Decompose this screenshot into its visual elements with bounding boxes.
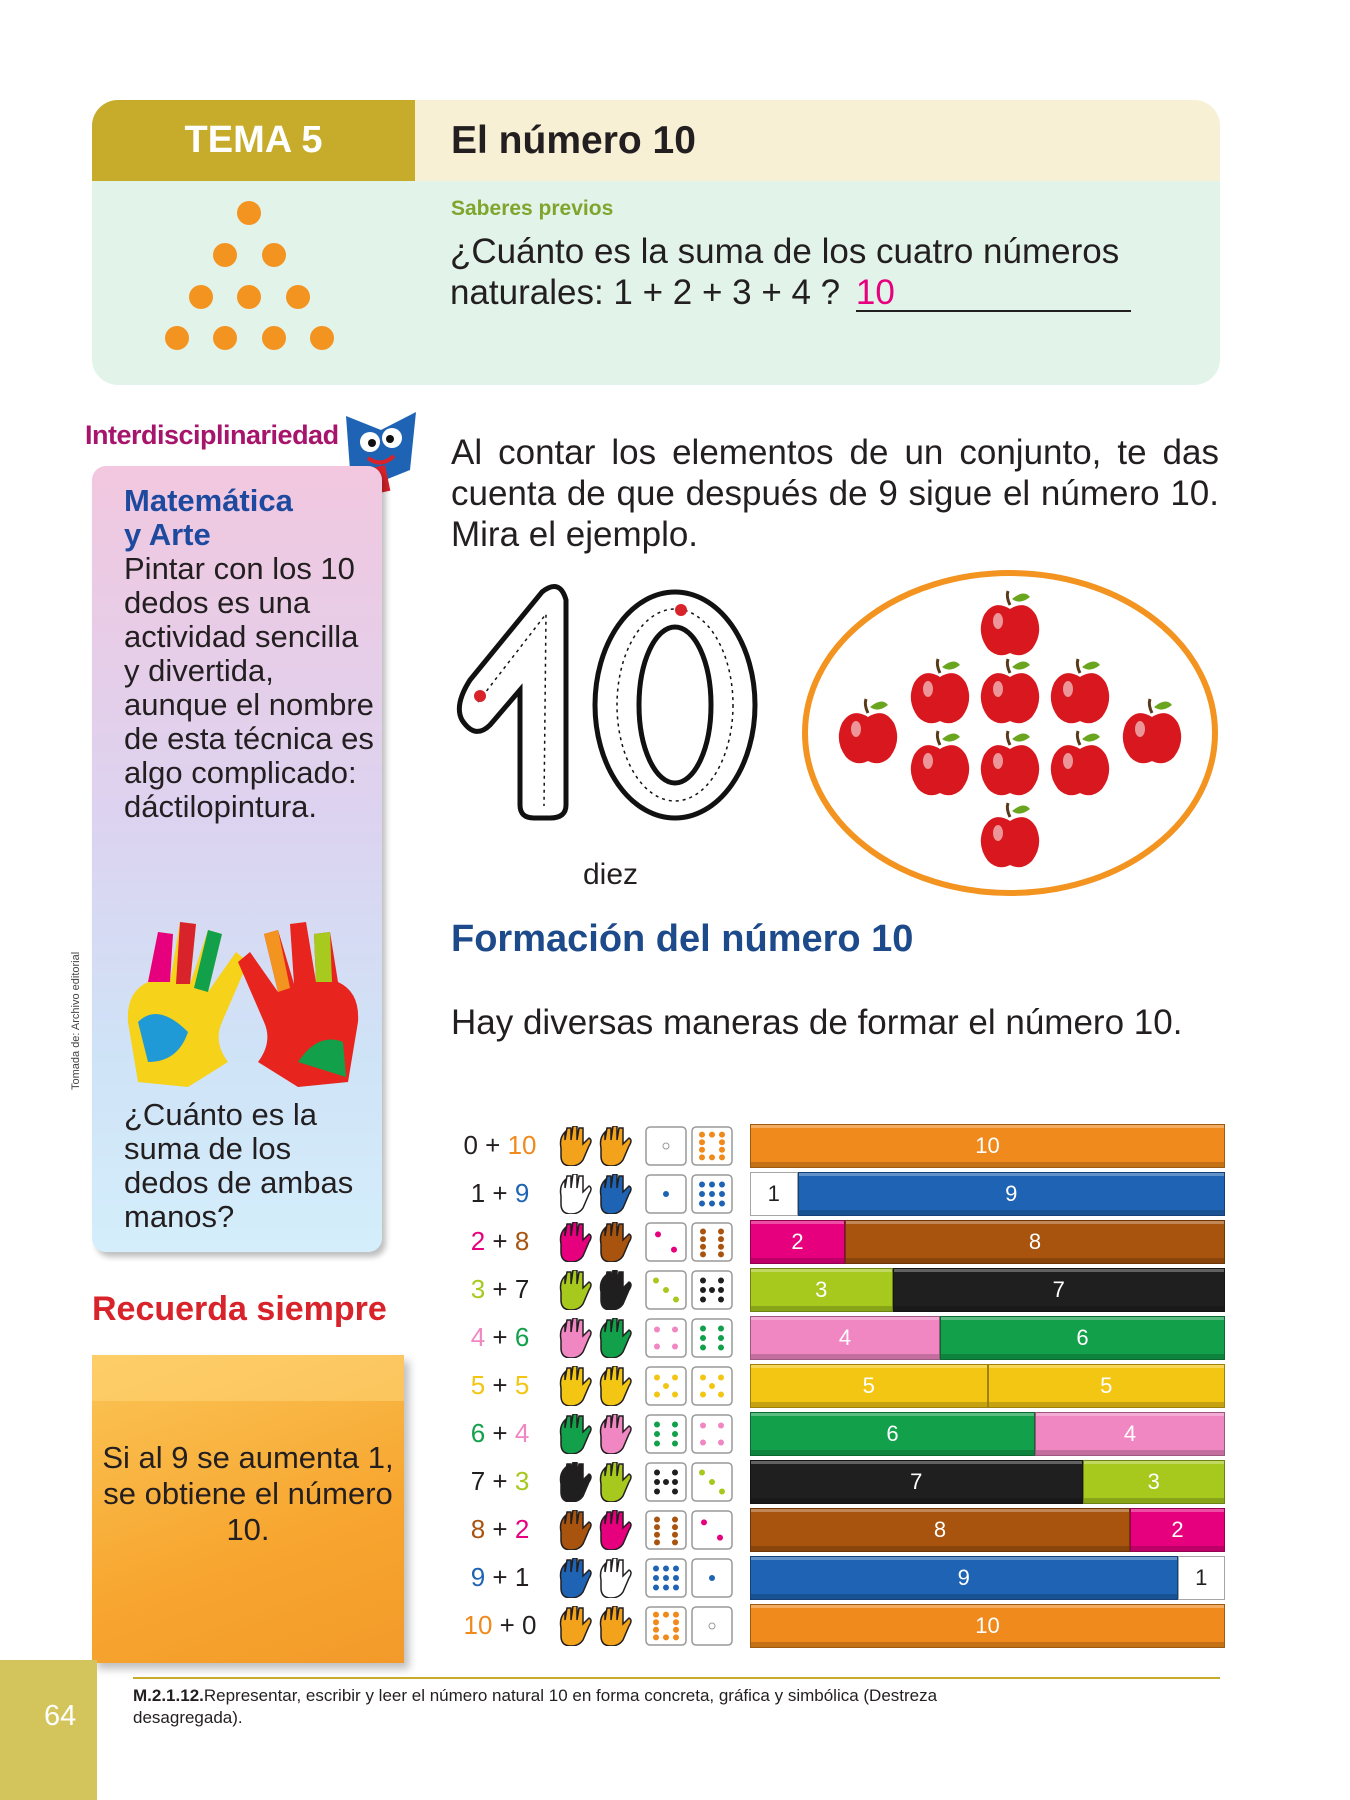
rod-segment: 5: [988, 1364, 1226, 1408]
rod-segment: 6: [750, 1412, 1035, 1456]
apple-set-illustration: [800, 567, 1220, 900]
decomposition-row: [455, 1122, 1225, 1170]
number-rod-bar: [750, 1508, 1225, 1552]
theme-header: [92, 100, 1220, 385]
hand-fingers-icon: [555, 1558, 635, 1598]
hand-fingers-icon: [555, 1462, 635, 1502]
number-rod-bar: [750, 1268, 1225, 1312]
number-rod-bar: [750, 1220, 1225, 1264]
rod-segment: 4: [1035, 1412, 1225, 1456]
addend-b: 4: [514, 1418, 530, 1448]
rod-segment: 8: [750, 1508, 1130, 1552]
number-rod-bar: [750, 1172, 1225, 1216]
decomposition-row: [455, 1410, 1225, 1458]
sum-expression: 8 + 2: [470, 1514, 530, 1544]
hand-fingers-icon: [555, 1606, 635, 1646]
number-rod-bar: [750, 1316, 1225, 1360]
number-rod-bar: [750, 1364, 1225, 1408]
saberes-previos-label: Saberes previos: [451, 197, 614, 220]
sidebar-paragraph: Pintar con los 10 dedos es una actividad sencilla y divertida, aunque el nombre de esta técnica es algo complicado: dáctilopintura.: [124, 551, 374, 824]
interdisciplinary-label: Interdisciplinariedad: [85, 420, 339, 450]
page-title: El número 10: [415, 100, 1220, 181]
addend-a: 7: [470, 1466, 486, 1496]
rod-segment: 10: [750, 1124, 1225, 1168]
answer-field[interactable]: 10: [856, 276, 1131, 312]
rod-segment: 3: [750, 1268, 893, 1312]
sidebar-question: ¿Cuánto es la suma de los dedos de ambas manos?: [124, 1097, 354, 1234]
rod-segment: 7: [750, 1460, 1083, 1504]
decomposition-row: [455, 1506, 1225, 1554]
recuerda-siempre-title: Recuerda siempre: [92, 1290, 387, 1328]
addend-a: 2: [470, 1226, 486, 1256]
hand-fingers-icon: [555, 1222, 635, 1262]
sum-expression: 0 + 10: [463, 1130, 537, 1160]
number-rod-bar: [750, 1604, 1225, 1648]
dot-card-icon: [643, 1318, 735, 1358]
sum-expression: 5 + 5: [470, 1370, 530, 1400]
rod-segment: 9: [798, 1172, 1226, 1216]
decomposition-row: [455, 1554, 1225, 1602]
dot-card-icon: [643, 1510, 735, 1550]
sum-expression: 4 + 6: [470, 1322, 530, 1352]
addend-b: 10: [507, 1130, 537, 1160]
sum-expression: 10 + 0: [463, 1610, 537, 1640]
addend-a: 1: [470, 1178, 486, 1208]
hand-fingers-icon: [555, 1270, 635, 1310]
rod-segment: 8: [845, 1220, 1225, 1264]
addend-b: 7: [514, 1274, 530, 1304]
skill-footnote: M.2.1.12.Representar, escribir y leer el número natural 10 en forma concreta, gráfica y simbólica (Destreza desagregada).: [133, 1686, 938, 1727]
sidebar-title: Matemática y Arte: [124, 483, 293, 552]
dot-card-icon: [643, 1174, 735, 1214]
addend-a: 10: [463, 1610, 493, 1640]
rod-segment: 7: [893, 1268, 1226, 1312]
addend-b: 8: [514, 1226, 530, 1256]
hand-fingers-icon: [555, 1126, 635, 1166]
addend-a: 9: [470, 1562, 486, 1592]
addend-a: 6: [470, 1418, 486, 1448]
rod-segment: 5: [750, 1364, 988, 1408]
hand-fingers-icon: [555, 1414, 635, 1454]
dot-card-icon: [643, 1126, 735, 1166]
hand-fingers-icon: [555, 1510, 635, 1550]
decomposition-row: [455, 1314, 1225, 1362]
painted-hands-icon: [118, 912, 368, 1087]
addend-a: 0: [463, 1130, 478, 1160]
rod-segment: 2: [750, 1220, 845, 1264]
number-ten-tracing-icon: [450, 580, 770, 825]
addend-a: 5: [470, 1370, 486, 1400]
number-rod-bar: [750, 1556, 1225, 1600]
sum-expression: 1 + 9: [470, 1178, 530, 1208]
image-credit: Tomada de: Archivo editorial: [70, 951, 82, 1090]
sum-expression: 6 + 4: [470, 1418, 530, 1448]
number-word: diez: [583, 858, 639, 891]
addend-a: 4: [470, 1322, 486, 1352]
dot-card-icon: [643, 1222, 735, 1262]
sum-expression: 3 + 7: [470, 1274, 530, 1304]
sum-expression: 7 + 3: [470, 1466, 530, 1496]
decomposition-row: [455, 1266, 1225, 1314]
hand-fingers-icon: [555, 1174, 635, 1214]
rod-segment: 9: [750, 1556, 1178, 1600]
addend-a: 8: [470, 1514, 486, 1544]
rod-segment: 1: [1178, 1556, 1226, 1600]
number-rod-bar: [750, 1124, 1225, 1168]
addend-b: 0: [522, 1610, 537, 1640]
question-text: ¿Cuánto es la suma de los cuatro números naturales: 1 + 2 + 3 + 4 ?: [450, 232, 1120, 312]
number-rod-bar: [750, 1412, 1225, 1456]
decomposition-row: [455, 1362, 1225, 1410]
intro-paragraph: Al contar los elementos de un conjunto, te das cuenta de que después de 9 sigue el número 10. Mira el ejemplo.: [451, 433, 1219, 554]
dot-card-icon: [643, 1270, 735, 1310]
dot-card-icon: [643, 1366, 735, 1406]
page-number: 64: [44, 1700, 77, 1732]
dot-card-icon: [643, 1462, 735, 1502]
hand-fingers-icon: [555, 1366, 635, 1406]
addend-a: 3: [470, 1274, 486, 1304]
section-title: Formación del número 10: [451, 918, 914, 960]
dot-card-icon: [643, 1606, 735, 1646]
theme-number: TEMA 5: [92, 100, 415, 181]
decomposition-row: [455, 1218, 1225, 1266]
addend-b: 2: [514, 1514, 530, 1544]
rod-segment: 3: [1083, 1460, 1226, 1504]
rod-segment: 6: [940, 1316, 1225, 1360]
addend-b: 9: [514, 1178, 530, 1208]
addend-b: 3: [514, 1466, 530, 1496]
section-paragraph: Hay diversas maneras de formar el número 10.: [451, 1003, 1183, 1042]
dot-card-icon: [643, 1558, 735, 1598]
decomposition-row: [455, 1602, 1225, 1650]
rod-segment: 10: [750, 1604, 1225, 1648]
dot-card-icon: [643, 1414, 735, 1454]
sticky-note: [92, 1355, 404, 1663]
previous-knowledge-question: [450, 231, 1200, 313]
dot-triangle-icon: [92, 185, 412, 385]
addend-b: 1: [514, 1562, 530, 1592]
rod-segment: 4: [750, 1316, 940, 1360]
addend-b: 6: [514, 1322, 530, 1352]
decomposition-row: [455, 1170, 1225, 1218]
sticky-note-text: Si al 9 se aumenta 1, se obtiene el número 10.: [102, 1440, 394, 1547]
rod-segment: 2: [1130, 1508, 1225, 1552]
sum-expression: 9 + 1: [470, 1562, 530, 1592]
addend-b: 5: [514, 1370, 530, 1400]
decomposition-row: [455, 1458, 1225, 1506]
hand-fingers-icon: [555, 1318, 635, 1358]
number-rod-bar: [750, 1460, 1225, 1504]
sum-expression: 2 + 8: [470, 1226, 530, 1256]
rod-segment: 1: [750, 1172, 798, 1216]
